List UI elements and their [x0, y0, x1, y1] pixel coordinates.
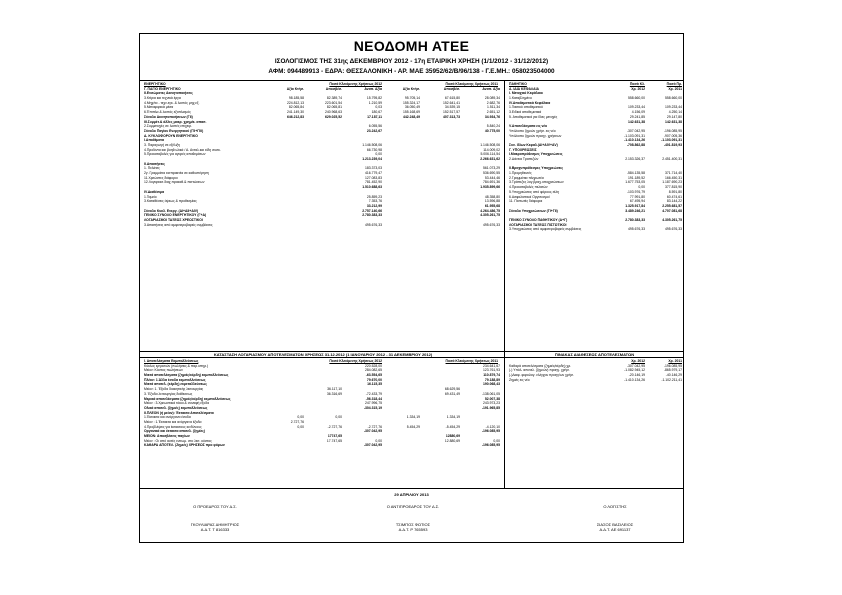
amount-cell: 155.324,17 [403, 100, 420, 105]
amount-cell: -63.554,65 [365, 373, 382, 378]
row-label: Μείον : 1.Έκτακτα και ανόργανα έξοδα [144, 419, 202, 424]
amount-cell: 95.705,14 [404, 96, 420, 101]
column-header: Ποσά Κλειόμενης Χρήσεως 2012 [329, 82, 382, 86]
amount-cell: 243.973,23 [483, 401, 500, 406]
balance-sheet-document [139, 33, 684, 543]
row-label: ΙΙ.ΠΛΕΟΝ (ή μείον): Έκτακτα Αποτελέσματα [144, 410, 214, 415]
row-label: 3.Απαιτήσεις από αμφοτεροβαρείς συμβάσεις [144, 222, 213, 227]
amount-cell: 190.068,43 [483, 382, 500, 387]
amount-cell: 12880,69 [445, 434, 460, 438]
amount-cell: 8.591,80 [668, 189, 682, 194]
row-label: 11.Χρεώστες διάφοροι [144, 175, 178, 180]
table-row [142, 443, 502, 448]
amount-cell: 1.213.239,04 [362, 157, 382, 161]
amount-cell [382, 443, 420, 448]
amount-cell: 4.156,09 [631, 110, 645, 115]
row-label: Μείον : Οι από αυτές ενσωμ. στο λειτ. κόστος [144, 438, 212, 443]
row-label: ΜΕΙΟΝ: Αποσβέσεις παγίων [144, 434, 190, 438]
row-label: ΙΙ.Ενσώματες Ακινητοποιήσεις [144, 91, 193, 96]
row-label: 5.Υποχρεώσεις από φόρους-τέλη [509, 189, 560, 194]
amount-cell: -865.979,17 [663, 368, 682, 373]
amount-cell: -307.042,95 [363, 429, 382, 434]
liabilities-table [507, 82, 682, 232]
signature-vice-president [358, 504, 468, 533]
column-header: ΠΑΘΗΤΙΚΟ [509, 82, 527, 86]
row-label: Σύνολο Κυκλ. Ενεργ. (ΔΙ+ΔΙΙ+ΔΙV) [144, 208, 199, 213]
amount-cell: 1.935.899,66 [480, 185, 500, 190]
amount-cell: 15.795,82 [366, 96, 382, 101]
column-subheader: Χρ. 2012 [631, 86, 645, 91]
amount-cell [420, 443, 460, 448]
amount-cell: 29.241,85 [629, 114, 645, 119]
balance-sheet-subtitle: ΙΣΟΛΟΓΙΣΜΟΣ ΤΗΣ 31ης ΔΕΚΕΜΒΡΙΟΥ 2012 - 17η ΕΤΑΙΡΙΚΗ ΧΡΗΣΗ (1/1/2012 - 31/12/2012) [274, 58, 549, 65]
amount-cell: 16.115,35 [367, 382, 382, 387]
row-label: ΙΙ.Απαιτήσεις [144, 161, 166, 166]
amount-cell: 4.707.081,68 [662, 208, 682, 213]
row-label: Οργανικά και έκτακτα αποτελ. (ζημίες) [144, 429, 205, 434]
amount-cell: -907.005,36 [663, 133, 682, 138]
amount-cell: 1.510.688,63 [362, 185, 382, 190]
amount-cell: 152.641,41 [443, 100, 460, 105]
row-label: 6.Ασφαλιστικοί Οργανισμοί [509, 194, 550, 199]
column-header: ΕΝΕΡΓΗΤΙΚΟ [144, 82, 166, 86]
amount-cell: 83.144,22 [666, 199, 682, 204]
amount-cell: 558.660,00 [665, 96, 682, 101]
row-label: 1.Τακτικό αποθεματικό [509, 105, 543, 110]
results-band [140, 351, 683, 358]
amount-cell: 25.859,23 [366, 194, 382, 199]
amount-cell: 3.489.246,21 [625, 208, 645, 213]
signatory-id: Α.Δ.Τ. Ρ 765593 [398, 527, 428, 532]
column-subheader: Αξία Κτήσ. [402, 86, 420, 91]
column-header: Ποσά Κλειόμενης Χρήσεως 2012 [329, 359, 382, 363]
row-label: 4.Μηχ/τα - τεχν.εγκ. & λοιπός μηχ.εξ. [144, 100, 200, 105]
amount-cell: 2.266.631,62 [480, 157, 500, 161]
amount-cell: -196.085,95 [481, 429, 500, 434]
center-divider [504, 80, 505, 351]
amount-cell: 1.210,59 [368, 100, 382, 105]
amount-cell: 0,00 [335, 415, 342, 420]
footer-divider [140, 488, 683, 489]
amount-cell: 29.147,80 [666, 114, 682, 119]
row-label: 4.Προβλέψεις για έκτακτους κινδύνους [144, 424, 202, 429]
row-label: 4.Προϊόντα και βοηθ.υλικά / Α. Ανταλ.και είδη συσκ. [144, 147, 221, 152]
amount-cell: 61.955,68 [484, 203, 500, 208]
amount-cell: 152.517,57 [443, 110, 460, 115]
amount-cell: -4.120,10 [485, 424, 500, 429]
amount-cell: 33.212,99 [366, 203, 382, 208]
amount-cell: 69.431,49 [444, 391, 460, 396]
amount-cell: 2.451.400,31 [662, 157, 682, 161]
amount-cell: 784.691,36 [483, 180, 500, 185]
amount-cell: 36.117,10 [327, 387, 342, 392]
signatory-role: Ο ΛΟΓΙΣΤΗΣ [603, 504, 627, 509]
signature-date: 29 ΑΠΡΙΛΙΟΥ 2013 [394, 492, 429, 497]
amount-cell: 442.248,49 [403, 114, 420, 119]
row-label: Ι.Μακροπρόθεσμες Υποχρεώσεις [509, 152, 563, 157]
amount-cell: -1.103.091,31 [661, 138, 682, 143]
row-label: 2γ. Γραμμάτια εισπρακτέα σε καθυστέρηση [144, 171, 209, 176]
row-label: Ολικά αποτελ. (ζημιές) εκμεταλλεύσεως [144, 405, 208, 410]
amount-cell: 2.780.383,33 [362, 213, 382, 218]
amount-cell: 142.631,38 [665, 119, 682, 124]
amount-cell: -401.819,93 [663, 142, 682, 147]
signatory-name: ΣΙΑΣΟΣ ΒΑΣΙΛΕΙΟΣ [596, 521, 634, 527]
row-label: Μείον: 1. Έξοδα διοικητικής λειτουργίας [144, 387, 204, 392]
row-label: Ι. Μετοχικό Κεφάλαιο [509, 91, 543, 96]
row-label: Ι.Αποθέματα [144, 138, 164, 143]
amount-cell: 2.682,76 [486, 100, 500, 105]
amount-cell [266, 443, 304, 448]
row-label: 2.Συμμετοχές σε λοιπές επιχειρ. [144, 124, 192, 129]
row-label: 1.Καταβλημένο [509, 96, 532, 101]
row-label: ΓΕΝΙΚΟ ΣΥΝΟΛΟ ΠΑΘΗΤΙΚΟΥ (Α+Γ) [509, 217, 568, 222]
amount-cell: -103.976,79 [626, 189, 645, 194]
amount-cell: -584.135,58 [626, 171, 645, 176]
amount-cell: 1.677.753,05 [625, 180, 645, 185]
amount-cell: 17.747,65 [326, 438, 342, 443]
amount-cell [420, 223, 460, 228]
amount-cell: 220.528,00 [365, 363, 382, 368]
amount-cell: 82.065,81 [326, 105, 342, 110]
table-row [507, 378, 682, 383]
amount-cell: 109.233,44 [628, 105, 645, 110]
row-label: 6.Έπιπλα & λοιπός εξοπλισμός [144, 110, 191, 115]
amount-cell: -304.315,19 [363, 405, 382, 410]
amount-cell: 240.968,63 [325, 110, 342, 115]
amount-cell: 4.305.261,75 [480, 213, 500, 218]
row-label: ΙV.Διαθέσιμα [144, 189, 165, 194]
signatory-name: ΤΣΙΜΠΟΣ ΦΩΤΙΟΣ [395, 521, 431, 527]
column-header: Ποσά Κλειόμενης Χρήσεως 2011 [445, 359, 498, 363]
amount-cell: 2.153.326,37 [625, 157, 645, 161]
column-subheader: Γ. ΠΑΓΙΟ ΕΝΕΡΓΗΤΙΚΟ [144, 86, 181, 91]
column-subheader: Χρ. 2011 [668, 86, 682, 91]
column-subheader: Αξία Κτήσ. [286, 86, 304, 91]
amount-cell: 48.358,80 [484, 194, 500, 199]
amount-cell: 2.727,76 [290, 419, 304, 424]
row-label: (-) Υπόλ. αποτελ. (ζημιών) προηγ. χρήσ. [509, 368, 570, 373]
row-label: ΙΙΙ.Συμμέτ.& άλλες μακρ. χρημ/κ. απαιτ. [144, 119, 207, 124]
table-row [507, 227, 682, 232]
amount-cell: 60.474,61 [666, 194, 682, 199]
row-label: Μερικά αποτελέσματα (ζημιές/κέρδη) εκμεταλλεύσεως [144, 396, 231, 401]
row-label: ΙV.Αποθεματικά Κεφάλαια [509, 100, 551, 105]
amount-cell: -191.965,85 [481, 405, 500, 410]
amount-cell: 82.065,84 [288, 105, 304, 110]
amount-cell: 2.651,12 [486, 110, 500, 115]
column-header: Ποσά Πρ. [666, 82, 682, 86]
table-row [142, 223, 502, 228]
signatory-id: Α.Δ.Τ. ΑΕ 691137 [599, 527, 631, 532]
company-registration-line: ΑΦΜ: 094489913 - ΕΔΡΑ: ΘΕΣΣΑΛΟΝΙΚΗ - ΑΡ. ΜΑΕ 35952/62/Β/96/138 - Γ.Ε.ΜΗ.: 058023504000 [268, 68, 555, 75]
signatory-id: Α.Δ.Τ. Τ 816333 [200, 527, 230, 532]
row-label: Δ. ΚΥΚΛΟΦΟΡΟΥΝ ΕΝΕΡΓΗΤΙΚΟ [144, 133, 198, 138]
amount-cell: -5.454,29 [445, 424, 460, 429]
amount-cell: 1.187.690,23 [662, 180, 682, 185]
row-label: 1.Έκτακτα και ανόργανα έσοδα [144, 415, 191, 420]
amount-cell: 183.373,03 [365, 166, 382, 171]
amount-cell: 377.815,90 [665, 185, 682, 190]
amount-cell: -1.410.134,26 [624, 138, 645, 143]
amount-cell: 67.495,94 [629, 199, 645, 204]
column-subheader: Αναπ. Αξία [364, 86, 382, 91]
amount-cell: 629.025,52 [325, 114, 342, 119]
signatory-name: ΓΚΟΥΛΙΑΡΑΣ ΔΗΜΗΤΡΙΟΣ [190, 521, 240, 527]
column-header: Χρ. 2012 [631, 359, 645, 363]
signatory-role: Ο ΑΝΤΙΠΡΟΕΔΡΟΣ ΤΟΥ Δ.Σ. [386, 504, 440, 509]
row-label: Πλέον: 1.Άλλα έσοδα εκμεταλλεύσεως [144, 377, 206, 382]
row-label: Σύνολο Παγίου Ενεργητικού (ΓΙΙ+ΓΙΙΙ) [144, 128, 204, 133]
amount-cell: 1.334,19 [446, 415, 460, 420]
amount-cell: 79.670,00 [366, 377, 382, 382]
row-label: 5.Προκαταβολές για αγορές αποθεμάτων [144, 152, 206, 157]
row-label: (-)Διαφ. φορολογ. ελέγχου προηγ/ων χρήσ. [509, 373, 574, 378]
amount-cell: 558.660,00 [628, 96, 645, 101]
company-title: ΝΕΟΔΟΜΗ ΑΤΕΕ [353, 38, 470, 54]
amount-cell: 223.601,54 [325, 100, 342, 105]
amount-cell: 34.934,76 [484, 114, 500, 119]
distribution-band-title: ΠΙΝΑΚΑΣ ΔΙΑΘΕΣΕΩΣ ΑΠΟΤΕΛΕΣΜΑΤΩΝ [554, 352, 635, 357]
row-label: Μείον : 3.Χρεωστικοί τόκοι & συναφή έξοδα [144, 401, 210, 406]
amount-cell: 36.316,69 [326, 391, 342, 396]
row-label: V.Αποτελέσματα εις νέο [509, 124, 548, 129]
amount-cell: 98.185,58 [288, 96, 304, 101]
amount-cell: 110.879,74 [483, 373, 500, 378]
amount-cell: 17747,65 [327, 434, 342, 438]
amount-cell: 371.714,40 [665, 171, 682, 176]
signatory-role: Ο ΠΡΟΕΔΡΟΣ ΤΟΥ Δ.Σ. [193, 504, 237, 509]
amount-cell: -72.433,79 [365, 391, 382, 396]
amount-cell: 0,00 [297, 424, 304, 429]
amount-cell: -1.082.945,12 [624, 368, 645, 373]
amount-cell: 2.757.140,66 [362, 208, 382, 213]
row-label: 4.Προκαταβολές πελατών [509, 185, 548, 190]
amount-cell: 66.730,98 [366, 147, 382, 152]
column-header: Ι. Αποτελέσματα Εκμεταλλεύσεως [144, 359, 199, 363]
column-header: Χρ. 2011 [668, 359, 682, 363]
amount-cell: 2.255.681,57 [662, 203, 682, 208]
row-label: Μικτά αποτελ. (κέρδη) εκμεταλλεύσεως [144, 382, 207, 387]
amount-cell: 82.389,74 [326, 96, 342, 101]
row-label: Μείον: Κόστος πωλήσεων [144, 368, 183, 373]
row-label: 5. Αποθεματικά για ίδιες μετοχές [509, 114, 558, 119]
row-label: 1. Πελάτες [144, 166, 160, 171]
amount-cell: 67.615,80 [444, 96, 460, 101]
column-subheader: Αποσβέσ. [443, 86, 460, 91]
amount-cell: 2.780.383,33 [625, 217, 645, 222]
row-label: 2.Γραμμάτια πληρωτέα [509, 175, 544, 180]
amount-cell: 4.250,14 [668, 110, 682, 115]
amount-cell: -307.042,95 [626, 128, 645, 133]
row-label: Σύνολο Υποχρεώσεων (ΓΙ+ΓΙΙ) [509, 208, 558, 213]
amount-cell: 561.073,29 [483, 166, 500, 171]
row-label: Υπόλοιπο ζημιών προηγ. χρήσεων [509, 133, 562, 138]
amount-cell: 416.779,47 [365, 171, 382, 176]
results-band-title: ΚΑΤΑΣΤΑΣΗ ΛΟΓΑΡΙΑΣΜΟΥ ΑΠΟΤΕΛΕΣΜΑΤΩΝ ΧΡΗΣΕΩΣ 31.12.2012 (1 ΙΑΝΟΥΑΡΙΟΥ 2012 - 31 ΔΕΚΕΜΒΡΙΟΥ 2012) [213, 352, 433, 357]
amount-cell: 109.233,44 [665, 105, 682, 110]
amount-cell: 234.641,67 [483, 363, 500, 368]
amount-cell: 495.676,33 [365, 222, 382, 227]
amount-cell: 191.189,52 [628, 175, 645, 180]
amount-cell: 36.050,49 [404, 105, 420, 110]
row-label: ΓΕΝΙΚΟ ΣΥΝΟΛΟ ΕΝΕΡΓΗΤΙΚΟΥ (Γ+Δ) [144, 213, 207, 218]
amount-cell [266, 223, 304, 228]
amount-cell: 23.242,67 [366, 128, 382, 133]
column-subheader: Αποσβέσ. [325, 86, 342, 91]
amount-cell: 127.083,83 [365, 175, 382, 180]
amount-cell: 13.596,88 [484, 199, 500, 204]
column-header: Ποσά Κλ. [629, 82, 645, 86]
amount-cell: -40.146,29 [665, 373, 682, 378]
amount-cell: 5.840,24 [486, 124, 500, 129]
row-label: Υπόλοιπο ζημιών χρήσ. εις νέο [509, 128, 556, 133]
amount-cell: 155.168,69 [403, 110, 420, 115]
amount-cell: 123.761,93 [483, 368, 500, 373]
amount-cell: 495.676,33 [628, 227, 645, 232]
row-label: Ζημιές εις νέο [509, 377, 530, 382]
amount-cell: -20.146,19 [628, 373, 645, 378]
amount-cell: -1.410.134,26 [624, 377, 645, 382]
amount-cell: 5.454,29 [406, 424, 420, 429]
row-label: 3.Κτίρια και τεχνικά έργα [144, 96, 181, 101]
amount-cell: 28.089,34 [484, 96, 500, 101]
amount-cell: 6.055,56 [368, 124, 382, 129]
row-label: 11. Πιστωτές διάφοροι [509, 199, 543, 204]
amount-cell: 166.450,31 [665, 175, 682, 180]
row-label: ΙΙ.Βραχυπρόθεσμες Υποχρεώσεις [509, 166, 564, 171]
amount-cell: 5.006.114,54 [480, 152, 500, 157]
amount-cell: 34.539,15 [444, 105, 460, 110]
amount-cell: 0,03 [375, 105, 382, 110]
row-label: 2.Δάνεια Τραπεζών [509, 157, 539, 161]
amount-cell: 1.334,19 [406, 415, 420, 420]
amount-cell: -307.042,95 [626, 363, 645, 368]
amount-cell: 0,00 [375, 438, 382, 443]
amount-cell: 77.991,80 [629, 194, 645, 199]
signature-president [160, 504, 270, 533]
amount-cell: 40.775,00 [484, 128, 500, 133]
row-label: Κύκλος εργασιών (πωλήσεις & παρ.υπηρ.) [144, 363, 209, 368]
amount-cell: 12.880,69 [444, 438, 460, 443]
amount-cell: -307.042,95 [363, 443, 382, 448]
amount-cell: -1.102.211,41 [661, 377, 682, 382]
row-label: Καθαρά αποτελέσματα (ζημιές/κέρδη) χρ. [509, 363, 572, 368]
amount-cell: 114.009,02 [483, 147, 500, 152]
amount-cell: 1.146.508,06 [362, 142, 382, 147]
amount-cell: 52.007,38 [484, 396, 500, 401]
column-header: Ποσά Κλειόμενης Χρήσεως 2011 [445, 82, 498, 86]
amount-cell: -138.061,05 [481, 391, 500, 396]
amount-cell: 0,00 [297, 415, 304, 420]
row-label: ΛΟΓΑΡΙΑΣΜΟΙ ΤΑΞΕΩΣ ΠΙΣΤΩΤΙΚΟΙ [509, 222, 567, 227]
amount-cell: 247.996,75 [365, 401, 382, 406]
row-label: ΚΑΘΑΡΑ ΑΠΟΤΕΛ. (Ζημιές) ΧΡΗΣΕΩΣ προ φόρων [144, 443, 225, 448]
row-label: Γ. ΥΠΟΧΡΕΩΣΕΙΣ [509, 147, 537, 152]
amount-cell: -2.727,76 [327, 424, 342, 429]
amount-cell: 0,00 [638, 185, 645, 190]
row-label: 1.Προμηθευτές [509, 171, 532, 176]
amount-cell: -2.727,76 [367, 424, 382, 429]
active-assets-table [142, 82, 502, 227]
row-label: 3.Υποχρεώσεις από αμφοτεροβαρείς συμβάσεις [509, 227, 582, 232]
signature-accountant [560, 504, 670, 533]
row-label: Μικτά αποτελέσματα (ζημιές/κέρδη) εκμεταλλεύσεως [144, 373, 229, 378]
amount-cell [304, 223, 342, 228]
amount-cell: 180,67 [371, 110, 382, 115]
row-label: Συν. Ιδίων Κεφαλ.(ΑΙ+ΑΙV+ΑV) [509, 142, 558, 147]
row-label: 1.Ταμείο [144, 194, 157, 199]
amount-cell: -196.085,95 [481, 443, 500, 448]
amount-cell: 4.305.261,75 [662, 217, 682, 222]
amount-cell: 1.325.917,84 [625, 203, 645, 208]
amount-cell: 1.511,34 [487, 105, 500, 110]
row-label: 5.Μεταφορικά μέσα [144, 105, 174, 110]
amount-cell [382, 223, 420, 228]
amount-cell: 495.676,33 [665, 227, 682, 232]
amount-cell: 781.452,90 [365, 180, 382, 185]
income-statement-table [142, 359, 502, 448]
amount-cell: -196.085,95 [663, 363, 682, 368]
amount-cell: 407.313,73 [443, 114, 460, 119]
amount-cell: 7.353,76 [368, 199, 382, 204]
amount-cell: -56.318,44 [365, 396, 382, 401]
amount-cell: 79.188,89 [484, 377, 500, 382]
row-label: 3.Ειδικά αποθεματικά [509, 110, 542, 115]
lower-center-divider [504, 351, 505, 488]
amount-cell: 4.264.486,75 [480, 208, 500, 213]
distribution-table [507, 359, 682, 382]
amount-cell: 241.149,30 [287, 110, 304, 115]
column-subheader: Α. ΙΔΙΑ ΚΕΦΑΛΑΙΑ [509, 86, 539, 91]
row-label: 3. Έξοδα λειτουργίας διάθεσεως [144, 391, 193, 396]
amount-cell: 142.631,38 [628, 119, 645, 124]
amount-cell: -1.103.091,31 [624, 133, 645, 138]
amount-cell: 646.212,83 [287, 114, 304, 119]
amount-cell: 0,00 [493, 438, 500, 443]
header-divider [140, 80, 683, 81]
row-label: ΛΟΓΑΡΙΑΣΜΟΙ ΤΑΞΕΩΣ ΧΡΕΩΣΤΙΚΟΙ [144, 217, 203, 222]
row-label: 12.Λογαριασ.διαχ.προκαθ.& πιστώσεων [144, 180, 205, 185]
amount-cell: -708.862,88 [626, 142, 645, 147]
amount-cell: 495.676,33 [483, 222, 500, 227]
row-label: Σύνολο Ακινητοποιήσεων (ΓΙΙ) [144, 114, 193, 119]
column-subheader: Αναπ. Αξία [482, 86, 500, 91]
amount-cell: 17.187,11 [367, 114, 382, 119]
amount-cell: 284.082,65 [365, 368, 382, 373]
amount-cell [304, 443, 342, 448]
row-label: 3.Τράπεζες λογ.βραχ.υποχρεώσεων [509, 180, 564, 185]
amount-cell: 0,00 [375, 152, 382, 157]
amount-cell: 68.629,56 [444, 387, 460, 392]
amount-cell: 1.146.508,06 [480, 142, 500, 147]
amount-cell: 53.444,46 [484, 175, 500, 180]
amount-cell: 224.812,13 [287, 100, 304, 105]
row-label: 3.Καταθέσεις όψεως & προθεσμίας [144, 199, 197, 204]
row-label: 3. Παραγωγή σε εξέλιξη [144, 142, 180, 147]
amount-cell: -196.085,95 [663, 128, 682, 133]
amount-cell: 536.690,55 [483, 171, 500, 176]
